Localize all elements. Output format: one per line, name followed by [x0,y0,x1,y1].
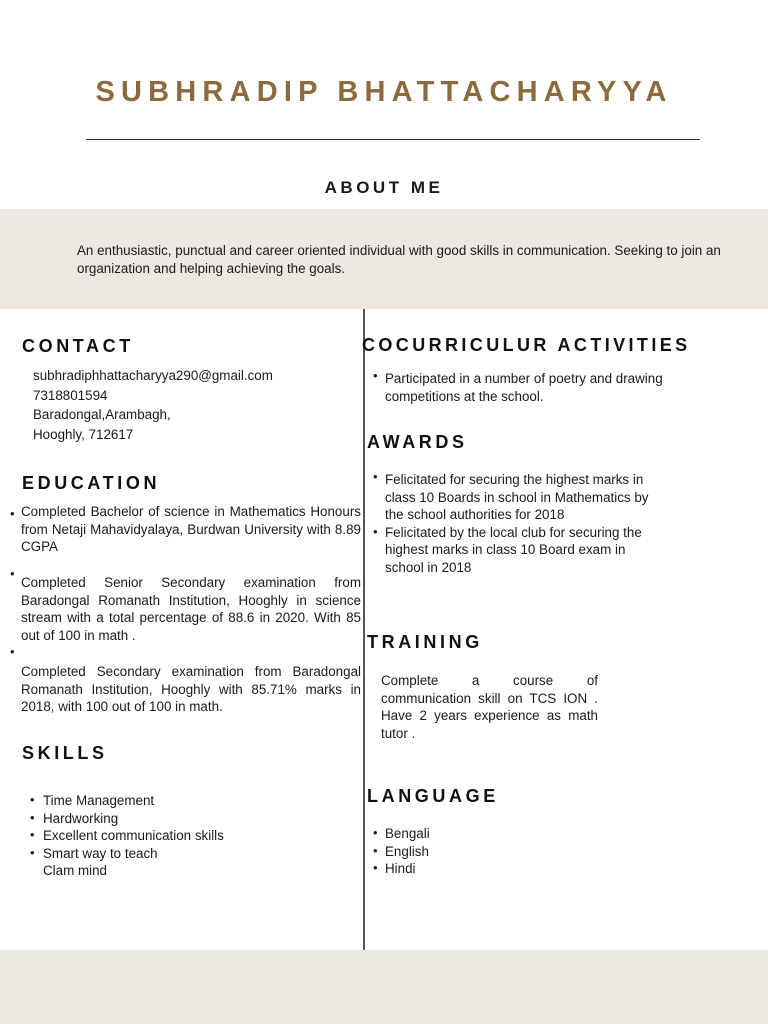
list-item: • Excellent communication skills [30,827,224,843]
language-list [373,825,430,878]
awards-heading: AWARDS [367,432,468,452]
list-item: • Hardworking [30,809,119,826]
bullet: • [10,506,15,521]
list-item: • Bengali [373,825,430,841]
list-item: • Time Management [30,792,155,808]
education-item: Completed Senior Secondary examination from Baradongal Romanath Institution, Hooghly in science stream with a total percentage of 88.6 in 2020. With 85 out of 100 in math . [21,575,361,644]
education-heading: EDUCATION [22,473,161,493]
bullet: • [10,644,15,659]
contact-address-line1: Baradongal,Arambagh, [33,407,171,422]
skills-list [30,792,224,880]
list-item: • Hindi [373,860,416,876]
contact-phone[interactable]: 7318801594 [33,387,108,403]
about-text: An enthusiastic, punctual and career oriented individual with good skills in communication. Seeking to join an organization and helping achieving the goals. [77,243,721,276]
bullet: • [10,566,15,581]
about-heading: ABOUT ME [324,178,444,197]
footer-band [0,950,768,1024]
awards-list [373,469,665,576]
cocurricular-heading: COCURRICULUR ACTIVITIES [362,335,691,355]
list-item: • Participated in a number of poetry and drawing competitions at the school. [373,368,663,404]
list-item: • Smart way to teach [30,844,158,861]
list-item: • Felicitated by the local club for securing the highest marks in class 10 Board exam in school in 2018 [373,523,642,575]
column-divider [363,309,365,950]
contact-address-line2: Hooghly, 712617 [33,426,134,442]
training-heading: TRAINING [367,632,483,652]
resume-name: SUBHRADIP BHATTACHARYYA [95,76,673,108]
contact-heading: CONTACT [22,336,134,356]
title-divider [86,139,700,140]
list-item: • English [373,842,429,859]
contact-email[interactable]: subhradiphhattacharyya290@gmail.com [33,368,273,383]
language-heading: LANGUAGE [367,786,499,806]
list-item: • Felicitated for securing the highest marks in class 10 Boards in school in Mathematics by the school authorities for 2018 [373,469,649,522]
cocurricular-list [373,368,665,405]
skills-heading: SKILLS [22,743,108,763]
education-item: Completed Bachelor of science in Mathematics Honours from Netaji Mahavidyalaya, Burdwan University with 8.89 CGPA [21,504,361,554]
education-item: Completed Secondary examination from Baradongal Romanath Institution, Hooghly with 85.71% marks in 2018, with 100 out of 100 in math. [21,664,361,715]
contact-block [33,366,273,444]
list-item: Clam mind [43,863,107,878]
training-text: Complete a course of communication skill on TCS ION . Have 2 years experience as math tutor . [381,673,598,741]
